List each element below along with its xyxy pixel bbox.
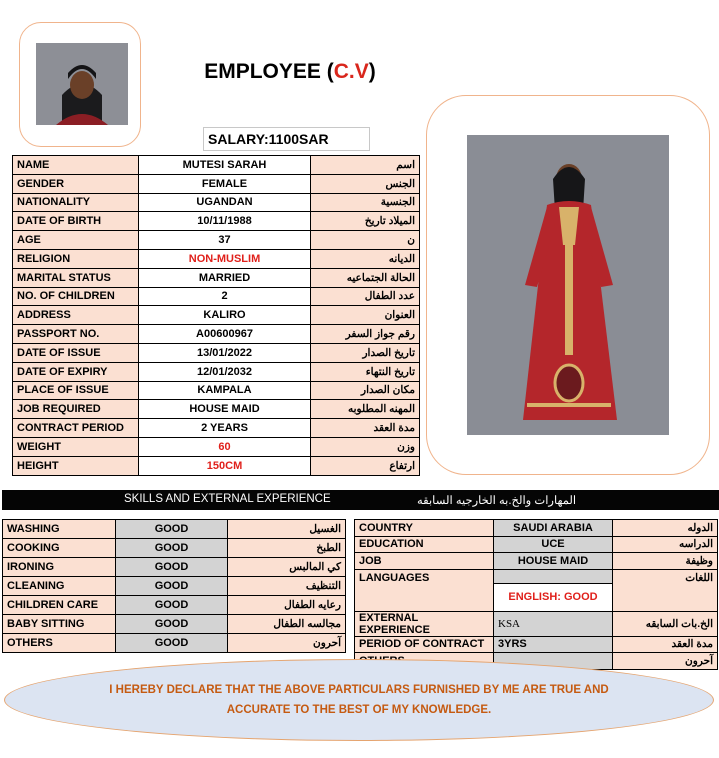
full-body-photo-frame	[426, 95, 710, 475]
table-row	[3, 577, 346, 596]
table-row	[3, 539, 346, 558]
table-row	[13, 212, 420, 231]
row-label: AGE	[13, 231, 139, 250]
row-label: PASSPORT NO.	[13, 325, 139, 344]
skill-arabic-label: الغسيل	[228, 520, 346, 539]
row-arabic-label: ارتفاع	[311, 456, 420, 475]
row-label: NATIONALITY	[13, 193, 139, 212]
skill-arabic-label: مجالسه الطفال	[228, 615, 346, 634]
row-value: 13/01/2022	[139, 343, 311, 362]
skill-value: GOOD	[116, 577, 228, 596]
skill-arabic-label: رعايه الطفال	[228, 596, 346, 615]
row-label: PLACE OF ISSUE	[13, 381, 139, 400]
skill-label: OTHERS	[3, 634, 116, 653]
portrait-photo-frame	[19, 22, 141, 147]
row-value: KAMPALA	[139, 381, 311, 400]
table-row	[13, 174, 420, 193]
declaration-line-1: I HEREBY DECLARE THAT THE ABOVE PARTICULARS FURNISHED BY ME ARE TRUE AND	[109, 684, 609, 696]
row-arabic-label: مدة العقد	[311, 419, 420, 438]
table-row	[13, 306, 420, 325]
languages-arabic-label: اللغات	[613, 569, 718, 611]
row-arabic-label: اسم	[311, 156, 420, 175]
languages-value-empty	[494, 569, 613, 584]
row-arabic-label: عدد الطفال	[311, 287, 420, 306]
row-arabic-label: العنوان	[311, 306, 420, 325]
skill-value: GOOD	[116, 539, 228, 558]
row-arabic-label: ن	[311, 231, 420, 250]
row-label: DATE OF EXPIRY	[13, 362, 139, 381]
row-value: FEMALE	[139, 174, 311, 193]
row-arabic-label: رقم جواز السفر	[311, 325, 420, 344]
row-value: HOUSE MAID	[139, 400, 311, 419]
table-row	[13, 400, 420, 419]
row-value: 12/01/2032	[139, 362, 311, 381]
country-label: COUNTRY	[355, 520, 494, 537]
skill-label: COOKING	[3, 539, 116, 558]
skill-value: GOOD	[116, 634, 228, 653]
languages-value: ENGLISH: GOOD	[494, 584, 613, 611]
job-value: HOUSE MAID	[494, 553, 613, 570]
row-label: DATE OF ISSUE	[13, 343, 139, 362]
table-row	[13, 287, 420, 306]
table-row	[13, 193, 420, 212]
row-label: MARITAL STATUS	[13, 268, 139, 287]
languages-label: LANGUAGES	[355, 569, 494, 611]
table-row	[13, 231, 420, 250]
skill-label: BABY SITTING	[3, 615, 116, 634]
table-row	[355, 611, 718, 636]
row-label: GENDER	[13, 174, 139, 193]
job-label: JOB	[355, 553, 494, 570]
contract-period-value: 3YRS	[494, 636, 613, 653]
skill-arabic-label: الطبخ	[228, 539, 346, 558]
skill-value: GOOD	[116, 520, 228, 539]
row-value: 2 YEARS	[139, 419, 311, 438]
row-arabic-label: الحالة الجتماعيه	[311, 268, 420, 287]
row-value: MARRIED	[139, 268, 311, 287]
table-row	[13, 325, 420, 344]
row-arabic-label: وزن	[311, 437, 420, 456]
row-label: ADDRESS	[13, 306, 139, 325]
row-value: UGANDAN	[139, 193, 311, 212]
contract-period-label: PERIOD OF CONTRACT	[355, 636, 494, 653]
skill-arabic-label: آحرون	[228, 634, 346, 653]
page-title: EMPLOYEE (C.V)	[204, 60, 376, 83]
row-value: 150CM	[139, 456, 311, 475]
title-highlight: C.V	[333, 60, 369, 83]
row-value: 2	[139, 287, 311, 306]
row-label: HEIGHT	[13, 456, 139, 475]
table-row	[355, 520, 718, 537]
education-label: EDUCATION	[355, 536, 494, 553]
job-arabic-label: وظيفة	[613, 553, 718, 570]
others-arabic-label: آحرون	[613, 653, 718, 670]
external-experience-value: KSA	[494, 611, 613, 636]
skills-section-bar	[2, 490, 719, 510]
table-row	[3, 634, 346, 653]
skill-arabic-label: كي المالبس	[228, 558, 346, 577]
education-value: UCE	[494, 536, 613, 553]
table-row	[13, 437, 420, 456]
table-row	[13, 343, 420, 362]
row-label: DATE OF BIRTH	[13, 212, 139, 231]
row-arabic-label: مكان الصدار	[311, 381, 420, 400]
row-arabic-label: الميلاد تاريخ	[311, 212, 420, 231]
table-row	[3, 520, 346, 539]
skill-arabic-label: التنظيف	[228, 577, 346, 596]
table-row	[355, 553, 718, 570]
table-row	[3, 558, 346, 577]
external-experience-label: EXTERNAL EXPERIENCE	[355, 611, 494, 636]
row-arabic-label: الجنس	[311, 174, 420, 193]
external-experience-arabic-label: الخ.بات السابقه	[613, 611, 718, 636]
skill-label: CLEANING	[3, 577, 116, 596]
row-arabic-label: تاريخ الصدار	[311, 343, 420, 362]
experience-table	[354, 519, 718, 670]
row-arabic-label: الديانه	[311, 249, 420, 268]
row-value: KALIRO	[139, 306, 311, 325]
declaration-line-2: ACCURATE TO THE BEST OF MY KNOWLEDGE.	[226, 704, 492, 716]
table-row	[13, 268, 420, 287]
row-label: NO. OF CHILDREN	[13, 287, 139, 306]
declaration-oval	[4, 659, 714, 741]
skill-value: GOOD	[116, 558, 228, 577]
table-row	[13, 362, 420, 381]
row-arabic-label: المهنه المطلوبه	[311, 400, 420, 419]
row-value: NON-MUSLIM	[139, 249, 311, 268]
row-label: CONTRACT PERIOD	[13, 419, 139, 438]
row-label: WEIGHT	[13, 437, 139, 456]
table-row	[13, 419, 420, 438]
table-row	[13, 156, 420, 175]
row-arabic-label: الجنسية	[311, 193, 420, 212]
row-value: A00600967	[139, 325, 311, 344]
row-label: RELIGION	[13, 249, 139, 268]
row-value: 37	[139, 231, 311, 250]
education-arabic-label: الدراسه	[613, 536, 718, 553]
personal-info-table	[12, 155, 420, 476]
table-row	[355, 636, 718, 653]
contract-period-arabic-label: مدة العقد	[613, 636, 718, 653]
country-arabic-label: الدوله	[613, 520, 718, 537]
table-row	[3, 615, 346, 634]
row-label: JOB REQUIRED	[13, 400, 139, 419]
row-value: 10/11/1988	[139, 212, 311, 231]
table-row	[355, 569, 718, 584]
row-value: 60	[139, 437, 311, 456]
skill-label: WASHING	[3, 520, 116, 539]
section-title-english: SKILLS AND EXTERNAL EXPERIENCE	[124, 493, 331, 505]
country-value: SAUDI ARABIA	[494, 520, 613, 537]
table-row	[13, 249, 420, 268]
portrait-photo	[36, 43, 128, 125]
skill-value: GOOD	[116, 596, 228, 615]
row-label: NAME	[13, 156, 139, 175]
full-body-photo	[467, 135, 669, 435]
skills-table	[2, 519, 346, 653]
skill-label: CHILDREN CARE	[3, 596, 116, 615]
salary-box: SALARY:1100SAR	[203, 127, 370, 151]
table-row	[355, 536, 718, 553]
row-arabic-label: تاريخ النتهاء	[311, 362, 420, 381]
row-value: MUTESI SARAH	[139, 156, 311, 175]
skill-value: GOOD	[116, 615, 228, 634]
section-title-arabic: المهارات والخ.به الخارجيه السابقه	[417, 495, 577, 507]
table-row	[3, 596, 346, 615]
table-row	[13, 381, 420, 400]
table-row	[13, 456, 420, 475]
skill-label: IRONING	[3, 558, 116, 577]
